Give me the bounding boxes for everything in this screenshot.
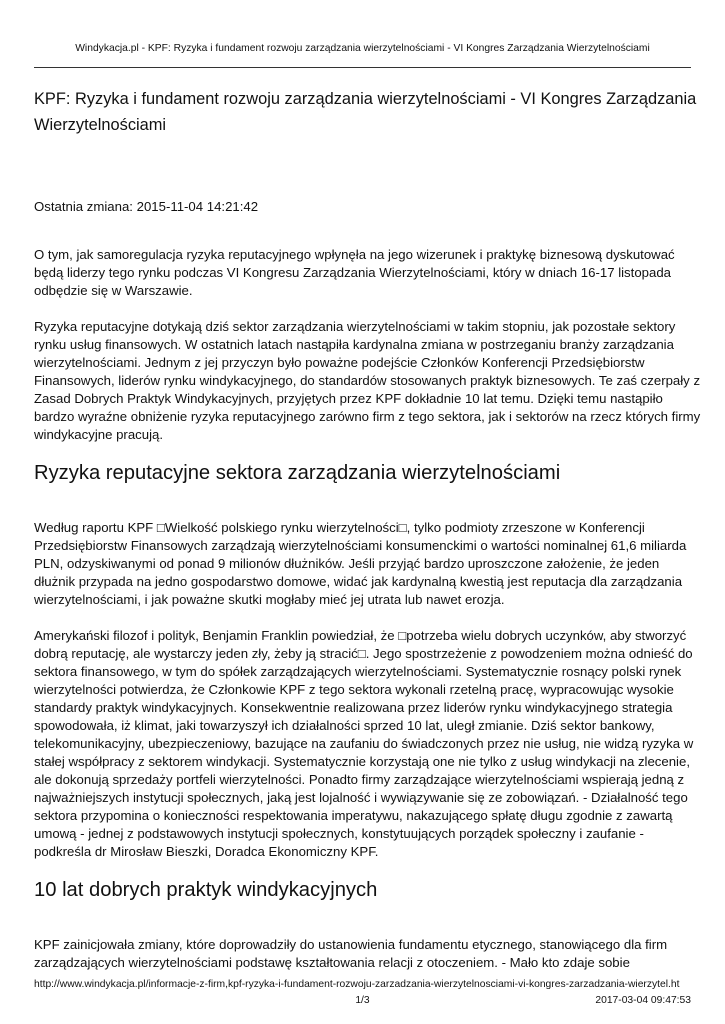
page-header: Windykacja.pl - KPF: Ryzyka i fundament rozwoju zarządzania wierzytelnościami - VI Kongres Zarządzania Wierzytelnościami [75,43,650,54]
paragraph-kpf-changes: KPF zainicjowała zmiany, które doprowadziły do ustanowienia fundamentu etycznego, stanowiącego dla firm zarządzających wierzytelnościami podstawę kształtowania relacji z otoczeniem. - Mało kto zdaje sobie [34,937,668,970]
footer-url: http://www.windykacja.pl/informacje-z-firm,kpf-ryzyka-i-fundament-rozwoju-zarzadzania-wierzytelnosciami-vi-kongres-zarzadzania-wierzytel.ht [34,979,680,990]
paragraph-kpf-report: Według raportu KPF □Wielkość polskiego rynku wierzytelności□, tylko podmioty zrzeszone w Konferencji Przedsiębiorstw Finansowych zarządzają wierzytelnościami konsumenckimi o wartości nominalnej 61,6 miliarda PLN, odzyskiwanymi od ponad 9 milionów dłużników. Jeśli przyjąć bardzo uproszczone założenie, że jeden dłużnik przypada na jedno gospodarstwo domowe, widać jak kardynalną kwestią jest reputacja dla zarządzania wierzytelnościami, i jak poważne skutki mogłaby mieć jej utrata lub nawet erozja. [34,520,687,607]
section-heading-reputation: Ryzyka reputacyjne sektora zarządzania wierzytelnościami [34,462,561,484]
paragraph-intro: O tym, jak samoregulacja ryzyka reputacyjnego wpłynęła na jego wizerunek i praktykę biznesową dyskutować będą liderzy tego rynku podczas VI Kongresu Zarządzania Wierzytelnościami, który w dniach 16-17 listopada odbędzie się w Warszawie. [34,247,675,298]
page-footer [34,978,725,1008]
article-title: KPF: Ryzyka i fundament rozwoju zarządzania wierzytelnościami - VI Kongres Zarządzania Wierzytelnościami [34,90,697,134]
section-heading-10-years: 10 lat dobrych praktyk windykacyjnych [34,879,378,901]
paragraph-reputation-risks: Ryzyka reputacyjne dotykają dziś sektor zarządzania wierzytelnościami w takim stopniu, jak pozostałe sektory rynku usług finansowych. W ostatnich latach nastąpiła kardynalna zmiana w postrzeganiu branży zarządzania wierzytelnościami. Jednym z jej przyczyn było poważne podejście Członków Konferencji Przedsiębiorstw Finansowych, liderów rynku windykacyjnego, do standardów stosowanych praktyk biznesowych. Te zaś czerpały z Zasad Dobrych Praktyk Windykacyjnych, przyjętych przez KPF dokładnie 10 lat temu. Dzięki temu nastąpiło bardzo wyraźne obniżenie ryzyka reputacyjnego zarówno firm z tego sektora, jak i sektorów na rzecz których firmy windykacyjne pracują. [34,319,701,442]
article-content [34,86,701,972]
header-divider [34,67,691,68]
paragraph-franklin: Amerykański filozof i polityk, Benjamin Franklin powiedział, że □potrzeba wielu dobrych uczynków, aby stworzyć dobrą reputację, ale wystarczy jeden zły, żeby ją stracić□. Jego spostrzeżenie z powodzeniem można odnieść do sektora finansowego, w tym do spółek zarządzających wierzytelnościami. Systematycznie rosnący polski rynek wierzytelności potwierdza, że Członkowie KPF z tego sektora wykonali rzetelną pracę, wypracowując wysokie standardy praktyk windykacyjnych. Konsekwentnie realizowana przez liderów rynku windykacyjnego strategia spowodowała, iż klimat, jaki towarzyszył ich działalności sprzed 10 lat, uległ zmianie. Dziś sektor bankowy, telekomunikacyjny, ubezpieczeniowy, bazujące na zaufaniu do świadczonych przez nie usług, nie widzą ryzyka w stałej współpracy z sektorem windykacji. Systematycznie korzystają one nie tylko z usług windykacji na zlecenie, ale dokonują sprzedaży portfeli wierzytelności. Ponadto firmy zarządzające wierzytelnościami wspierają jedną z najważniejszych instytucji społecznych, jaką jest lojalność i wywiązywanie się ze zobowiązań. - Działalność tego sektora przypomina o konieczności respektowania imperatywu, nakazującego spłatę długu zgodnie z zawartą umową - jednej z podstawowych instytucji społecznych, konstytuujących porządek społeczny i zaufanie - podkreśla dr Mirosław Bieszki, Doradca Ekonomiczny KPF. [34,628,694,859]
footer-row [34,992,725,1008]
print-datetime: 2017-03-04 09:47:53 [595,995,691,1006]
page-number: 1/3 [355,995,370,1006]
last-modified: Ostatnia zmiana: 2015-11-04 14:21:42 [34,199,259,214]
